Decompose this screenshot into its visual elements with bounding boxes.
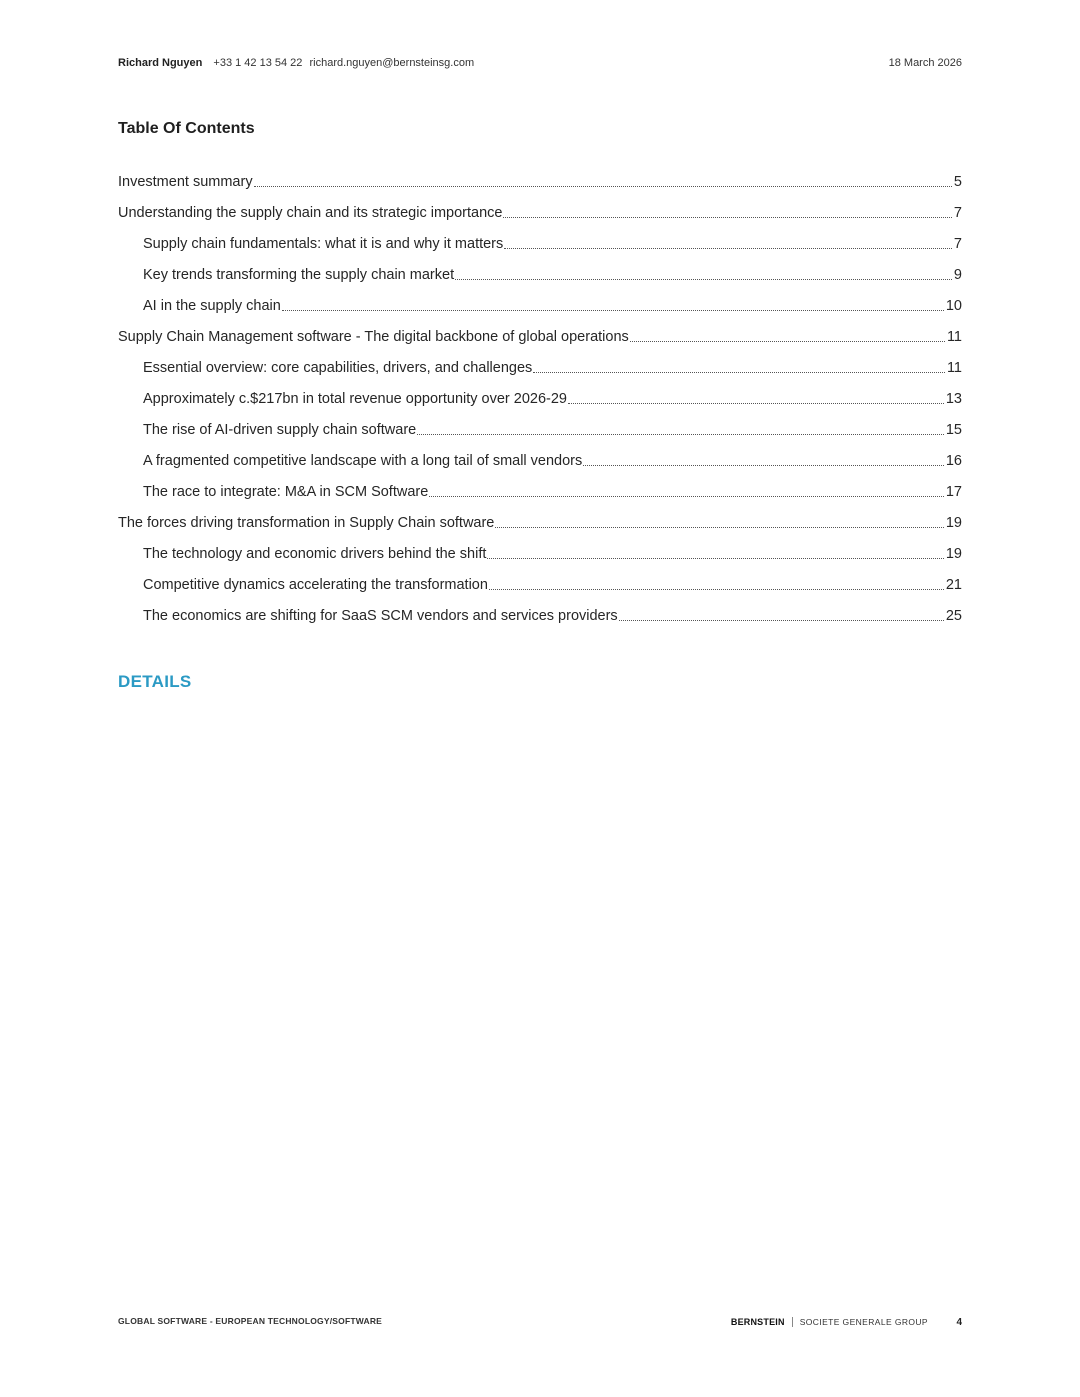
toc-entry-page: 17 [945,483,962,500]
toc-entry-label: The forces driving transformation in Supply Chain software [118,514,495,531]
toc-subentry[interactable] [118,352,962,383]
author-phone: +33 1 42 13 54 22 [213,57,303,69]
page-number: 4 [956,1317,962,1328]
dot-leader [489,589,944,590]
brand-logo [731,1317,928,1327]
toc-subentry[interactable] [118,538,962,569]
brand-name: BERNSTEIN [730,1317,785,1327]
toc-entry-label: Essential overview: core capabilities, drivers, and challenges [143,359,533,376]
toc-entry-label: The technology and economic drivers behind the shift [143,545,487,562]
toc-entry-page: 11 [946,328,962,345]
toc-subentry[interactable] [118,445,962,476]
dot-leader [533,372,945,373]
toc-subentry[interactable] [118,569,962,600]
toc-entry[interactable] [118,321,962,352]
toc-subentry[interactable] [118,290,962,321]
toc-subentry[interactable] [118,383,962,414]
toc-entry-label: Understanding the supply chain and its strategic importance [118,204,503,221]
toc-entry-page: 7 [953,235,962,252]
toc-entry[interactable] [118,197,962,228]
toc-entry[interactable] [118,507,962,538]
toc-entry-label: Supply Chain Management software - The digital backbone of global operations [118,328,629,345]
toc-entry-page: 15 [945,421,962,438]
dot-leader [630,341,945,342]
toc-entry-label: Competitive dynamics accelerating the transformation [143,576,488,593]
toc-entry-label: A fragmented competitive landscape with a long tail of small vendors [143,452,583,469]
toc-entry[interactable] [118,166,962,197]
toc-entry-page: 7 [953,204,962,221]
dot-leader [429,496,944,497]
brand-group: SOCIETE GENERALE GROUP [799,1317,928,1327]
page-header [118,57,962,73]
toc-entry-page: 9 [953,266,962,283]
toc-entry-label: Supply chain fundamentals: what it is and why it matters [143,235,504,252]
toc-entry-page: 25 [945,607,962,624]
toc-subentry[interactable] [118,414,962,445]
toc-entry-label: AI in the supply chain [143,297,281,314]
toc-entry-label: Investment summary [118,173,253,190]
dot-leader [503,217,951,218]
dot-leader [504,248,952,249]
toc-subentry[interactable] [118,228,962,259]
toc-entry-page: 10 [945,297,962,314]
toc-entry-page: 19 [945,514,962,531]
dot-leader [495,527,943,528]
dot-leader [583,465,944,466]
page-footer [118,1316,962,1332]
toc-entry-page: 5 [953,173,962,190]
toc-entry-page: 16 [945,452,962,469]
author-name: Richard Nguyen [118,57,203,69]
dot-leader [619,620,944,621]
details-heading: DETAILS [118,672,192,691]
toc-entry-label: The rise of AI-driven supply chain software [143,421,417,438]
toc-subentry[interactable] [118,600,962,631]
dot-leader [568,403,944,404]
toc-entry-page: 19 [945,545,962,562]
toc-title: Table Of Contents [118,120,255,137]
dot-leader [487,558,943,559]
toc-entry-label: Approximately c.$217bn in total revenue opportunity over 2026-29 [143,390,567,407]
dot-leader [282,310,944,311]
toc-entry-label: The race to integrate: M&A in SCM Software [143,483,429,500]
report-date: 18 March 2026 [888,57,962,69]
toc-entry-label: Key trends transforming the supply chain market [143,266,455,283]
toc-entry-page: 21 [945,576,962,593]
toc-entry-page: 11 [946,359,962,376]
toc-entry-label: The economics are shifting for SaaS SCM vendors and services providers [143,607,618,624]
toc-subentry[interactable] [118,259,962,290]
dot-leader [455,279,952,280]
footer-section-label: GLOBAL SOFTWARE - EUROPEAN TECHNOLOGY/SOFTWARE [118,1316,383,1326]
brand-divider [792,1317,793,1327]
toc-entry-page: 13 [945,390,962,407]
dot-leader [417,434,944,435]
table-of-contents [118,166,962,631]
author-email[interactable]: richard.nguyen@bernsteinsg.com [309,57,475,69]
dot-leader [254,186,952,187]
toc-subentry[interactable] [118,476,962,507]
